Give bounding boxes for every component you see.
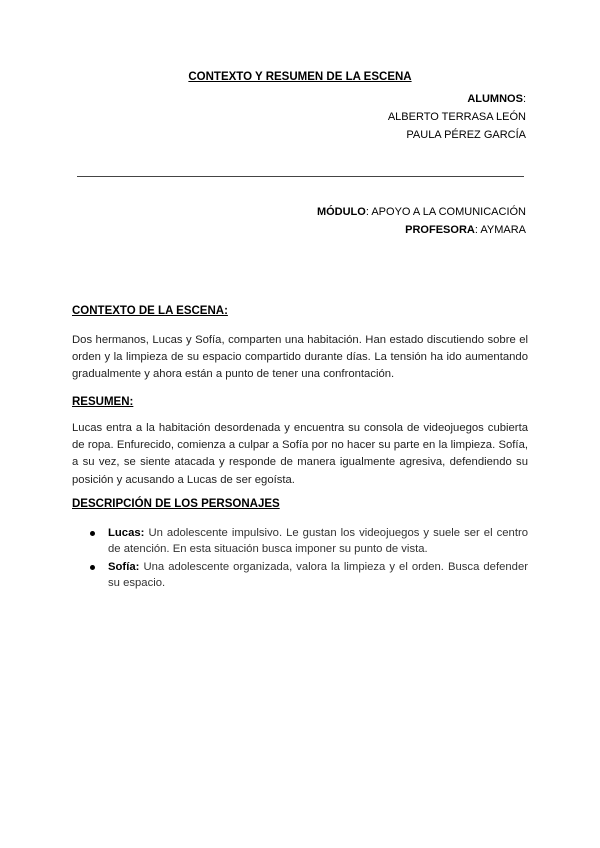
- character-name: Lucas:: [108, 527, 145, 539]
- bullet-icon: [90, 531, 95, 536]
- student-name: PAULA PÉREZ GARCÍA: [406, 129, 526, 141]
- module-line: MÓDULO: APOYO A LA COMUNICACIÓN: [316, 206, 526, 218]
- document-title: CONTEXTO Y RESUMEN DE LA ESCENA: [188, 71, 412, 83]
- characters-list: [72, 525, 528, 593]
- teacher-value: AYMARA: [480, 224, 526, 236]
- character-description: Un adolescente impulsivo. Le gustan los videojuegos y suele ser el centro de atención. En esta situación busca imponer su punto de vista.: [108, 527, 529, 555]
- summary-heading: RESUMEN:: [72, 396, 134, 408]
- students-block: [388, 90, 526, 144]
- list-item: [72, 525, 528, 557]
- student-name: ALBERTO TERRASA LEÓN: [387, 111, 526, 123]
- context-heading: CONTEXTO DE LA ESCENA:: [72, 305, 228, 317]
- students-label-line: ALUMNOS:: [467, 93, 526, 105]
- teacher-label: PROFESORA: [405, 224, 475, 236]
- bullet-icon: [90, 565, 95, 570]
- list-item: [72, 559, 528, 591]
- course-block: [317, 203, 526, 239]
- horizontal-divider: [77, 176, 524, 177]
- character-description: Una adolescente organizada, valora la limpieza y el orden. Busca defender su espacio.: [108, 561, 528, 589]
- character-name: Sofía:: [108, 561, 140, 573]
- summary-paragraph: Lucas entra a la habitación desordenada y encuentra su consola de videojuegos cubierta de ropa. Enfurecido, comienza a culpar a Sofía por no hacer su parte en la limpieza. Sofía, a su vez, se siente atacada y responde de manera igualmente agresiva, defendiendo su posición y acusando a Lucas de ser egoísta.: [72, 422, 528, 486]
- context-paragraph: Dos hermanos, Lucas y Sofía, comparten una habitación. Han estado discutiendo sobre el orden y la limpieza de su espacio compartido durante días. La tensión ha ido aumentando gradualmente y ahora están a punto de tener una confrontación.: [72, 334, 528, 381]
- module-label: MÓDULO: [316, 206, 366, 218]
- module-value: APOYO A LA COMUNICACIÓN: [371, 206, 526, 218]
- students-label: ALUMNOS: [467, 93, 523, 105]
- characters-heading: DESCRIPCIÓN DE LOS PERSONAJES: [72, 498, 280, 510]
- teacher-line: PROFESORA: AYMARA: [405, 224, 526, 236]
